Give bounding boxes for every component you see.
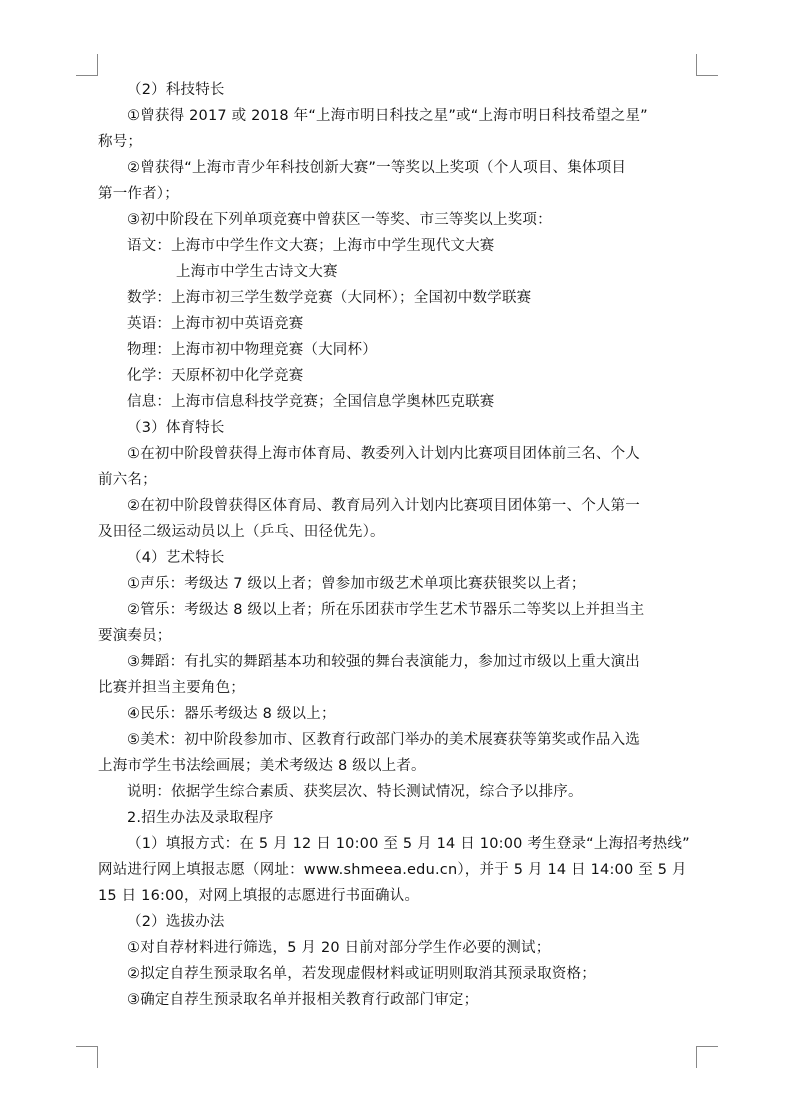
text-line: （1）填报方式：在 5 月 12 日 10:00 至 5 月 14 日 10:00 考生登录“上海招考热线” (127, 836, 690, 852)
text-line: 化学：天原杯初中化学竞赛 (127, 368, 304, 384)
text-line: 上海市中学生古诗文大赛 (176, 264, 338, 280)
text-line: 语文：上海市中学生作文大赛；上海市中学生现代文大赛 (127, 238, 495, 254)
text-line: ①对自荐材料进行筛选，5 月 20 日前对部分学生作必要的测试； (127, 940, 551, 956)
text-line: 第一作者）； (98, 186, 179, 202)
text-line: ③确定自荐生预录取名单并报相关教育行政部门审定； (127, 992, 479, 1008)
text-line: 比赛并担当主要角色； (98, 680, 245, 696)
text-line: ①在初中阶段曾获得上海市体育局、教委列入计划内比赛项目团体前三名、个人 (127, 446, 640, 462)
text-line: ②曾获得“上海市青少年科技创新大赛”一等奖以上奖项（个人项目、集体项目 (127, 160, 627, 176)
text-line: ③初中阶段在下列单项竞赛中曾获区一等奖、市三等奖以上奖项： (127, 212, 552, 228)
text-line: 数学：上海市初三学生数学竞赛（大同杯）；全国初中数学联赛 (127, 290, 532, 306)
text-line: ②管乐：考级达 8 级以上者；所在乐团获市学生艺术节器乐二等奖以上并担当主 (127, 602, 645, 618)
text-line: ②在初中阶段曾获得区体育局、教育局列入计划内比赛项目团体第一、个人第一 (127, 498, 640, 514)
text-line: （2）选拔办法 (127, 914, 225, 930)
text-line: 英语：上海市初中英语竞赛 (127, 316, 304, 332)
crop-mark-top-right (696, 54, 718, 76)
document-body (98, 77, 694, 1013)
text-line: （3）体育特长 (127, 420, 225, 436)
text-line: ②拟定自荐生预录取名单，若发现虚假材料或证明则取消其预录取资格； (127, 966, 596, 982)
text-line: 上海市学生书法绘画展；美术考级达 8 级以上者。 (98, 758, 426, 774)
text-line: 物理：上海市初中物理竞赛（大同杯） (127, 342, 377, 358)
text-line: ①曾获得 2017 或 2018 年“上海市明日科技之星”或“上海市明日科技希望之星” (127, 108, 648, 124)
text-line: ④民乐：器乐考级达 8 级以上； (127, 706, 336, 722)
text-line: 前六名； (98, 472, 157, 488)
text-line: 要演奏员； (98, 628, 172, 644)
text-line: 信息：上海市信息科技学竞赛；全国信息学奥林匹克联赛 (127, 394, 495, 410)
text-line: ③舞蹈：有扎实的舞蹈基本功和较强的舞台表演能力，参加过市级以上重大演出 (127, 654, 640, 670)
text-line: ⑤美术：初中阶段参加市、区教育行政部门举办的美术展赛获等第奖或作品入选 (127, 732, 640, 748)
text-line: 2.招生办法及录取程序 (127, 810, 274, 826)
text-line: ①声乐：考级达 7 级以上者；曾参加市级艺术单项比赛获银奖以上者； (127, 576, 586, 592)
text-line: 网站进行网上填报志愿（网址：www.shmeea.edu.cn），并于 5 月 14 日 14:00 至 5 月 (98, 862, 687, 878)
crop-mark-bottom-left (76, 1046, 98, 1068)
text-line: 称号； (98, 134, 143, 150)
crop-mark-top-left (76, 54, 98, 76)
text-line: 15 日 16:00，对网上填报的志愿进行书面确认。 (98, 888, 420, 904)
crop-mark-bottom-right (696, 1046, 718, 1068)
text-line: （4）艺术特长 (127, 550, 225, 566)
text-line: （2）科技特长 (127, 82, 225, 98)
text-line: 说明：依据学生综合素质、获奖层次、特长测试情况，综合予以排序。 (127, 784, 583, 800)
text-line: 及田径二级运动员以上（乒乓、田径优先）。 (98, 524, 385, 540)
